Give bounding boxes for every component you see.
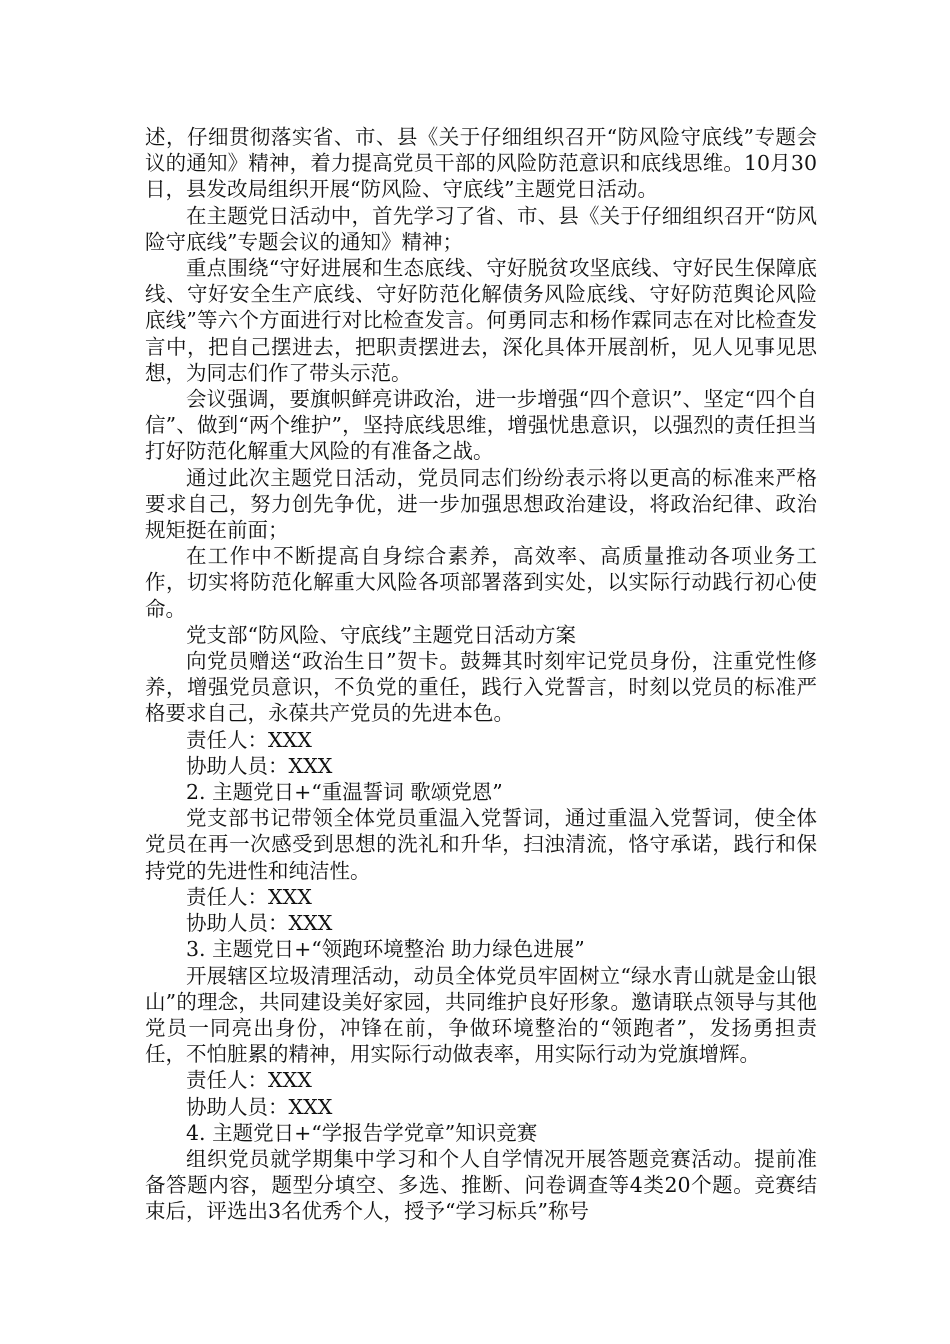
paragraph-oath: 党支部书记带领全体党员重温入党誓词，通过重温入党誓词，使全体党员在再一次感受到思想的洗礼和升华，扫浊清流，恪守承诺，践行和保持党的先进性和纯洁性。 <box>145 806 817 883</box>
paragraph-meeting: 会议强调，要旗帜鲜亮讲政治，进一步增强“四个意识”、坚定“四个自信”、做到“两个维护”，坚持底线思维，增强忧患意识，以强烈的责任担当打好防范化解重大风险的有准备之战。 <box>145 387 817 464</box>
paragraph-environment: 开展辖区垃圾清理活动，动员全体党员牢固树立“绿水青山就是金山银山”的理念，共同建设美好家园，共同维护良好形象。邀请联点领导与其他党员一同亮出身份，冲锋在前，争做环境整治的“领跑者”，发扬勇担责任，不怕脏累的精神，用实际行动做表率，用实际行动为党旗增辉。 <box>145 963 817 1067</box>
paragraph-continuation: 述，仔细贯彻落实省、市、县《关于仔细组织召开“防风险守底线”专题会议的通知》精神，着力提高党员干部的风险防范意识和底线思维。10月30日，县发改局组织开展“防风险、守底线”主题党日活动。 <box>145 125 817 202</box>
responsible-person: 责任人：XXX <box>186 884 312 909</box>
assistant-person: 协助人员：XXX <box>186 911 333 936</box>
paragraph-focus: 重点围绕“守好进展和生态底线、守好脱贫攻坚底线、守好民生保障底线、守好安全生产底线、守好防范化解债务风险底线、守好防范舆论风险底线”等六个方面进行对比检查发言。何勇同志和杨作霖同志在对比检查发言中，把自己摆进去，把职责摆进去，深化具体开展剖析，见人见事见思想，为同志们作了带头示范。 <box>145 256 817 385</box>
item-heading-3: 3. 主题党日+“领跑环境整治 助力绿色进展” <box>186 937 585 962</box>
document-body <box>145 124 817 1225</box>
paragraph-result: 通过此次主题党日活动，党员同志们纷纷表示将以更高的标准来严格要求自己，努力创先争优，进一步加强思想政治建设，将政治纪律、政治规矩挺在前面； <box>145 465 817 543</box>
paragraph-work: 在工作中不断提高自身综合素养，高效率、高质量推动各项业务工作，切实将防范化解重大风险各项部署落到实处，以实际行动践行初心使命。 <box>145 544 817 621</box>
responsible-person: 责任人：XXX <box>186 727 312 752</box>
assistant-person: 协助人员：XXX <box>186 1094 333 1119</box>
assistant-person: 协助人员：XXX <box>186 753 333 778</box>
section-title: 党支部“防风险、守底线”主题党日活动方案 <box>186 622 576 647</box>
paragraph-card: 向党员赠送“政治生日”贺卡。鼓舞其时刻牢记党员身份，注重党性修养，增强党员意识，不负党的重任，践行入党誓言，时刻以党员的标准严格要求自己，永葆共产党员的先进本色。 <box>145 649 817 726</box>
item-heading-4: 4. 主题党日+“学报告学党章”知识竞赛 <box>186 1120 538 1145</box>
paragraph-quiz: 组织党员就学期集中学习和个人自学情况开展答题竞赛活动。提前准备答题内容，题型分填空、多选、推断、问卷调查等4类20个题。竞赛结束后，评选出3名优秀个人，授予“学习标兵”称号 <box>145 1146 817 1224</box>
item-heading-2: 2. 主题党日+“重温誓词 歌颂党恩” <box>186 780 503 805</box>
responsible-person: 责任人：XXX <box>186 1068 312 1093</box>
paragraph-study: 在主题党日活动中，首先学习了省、市、县《关于仔细组织召开“防风险守底线”专题会议的通知》精神； <box>145 203 817 254</box>
